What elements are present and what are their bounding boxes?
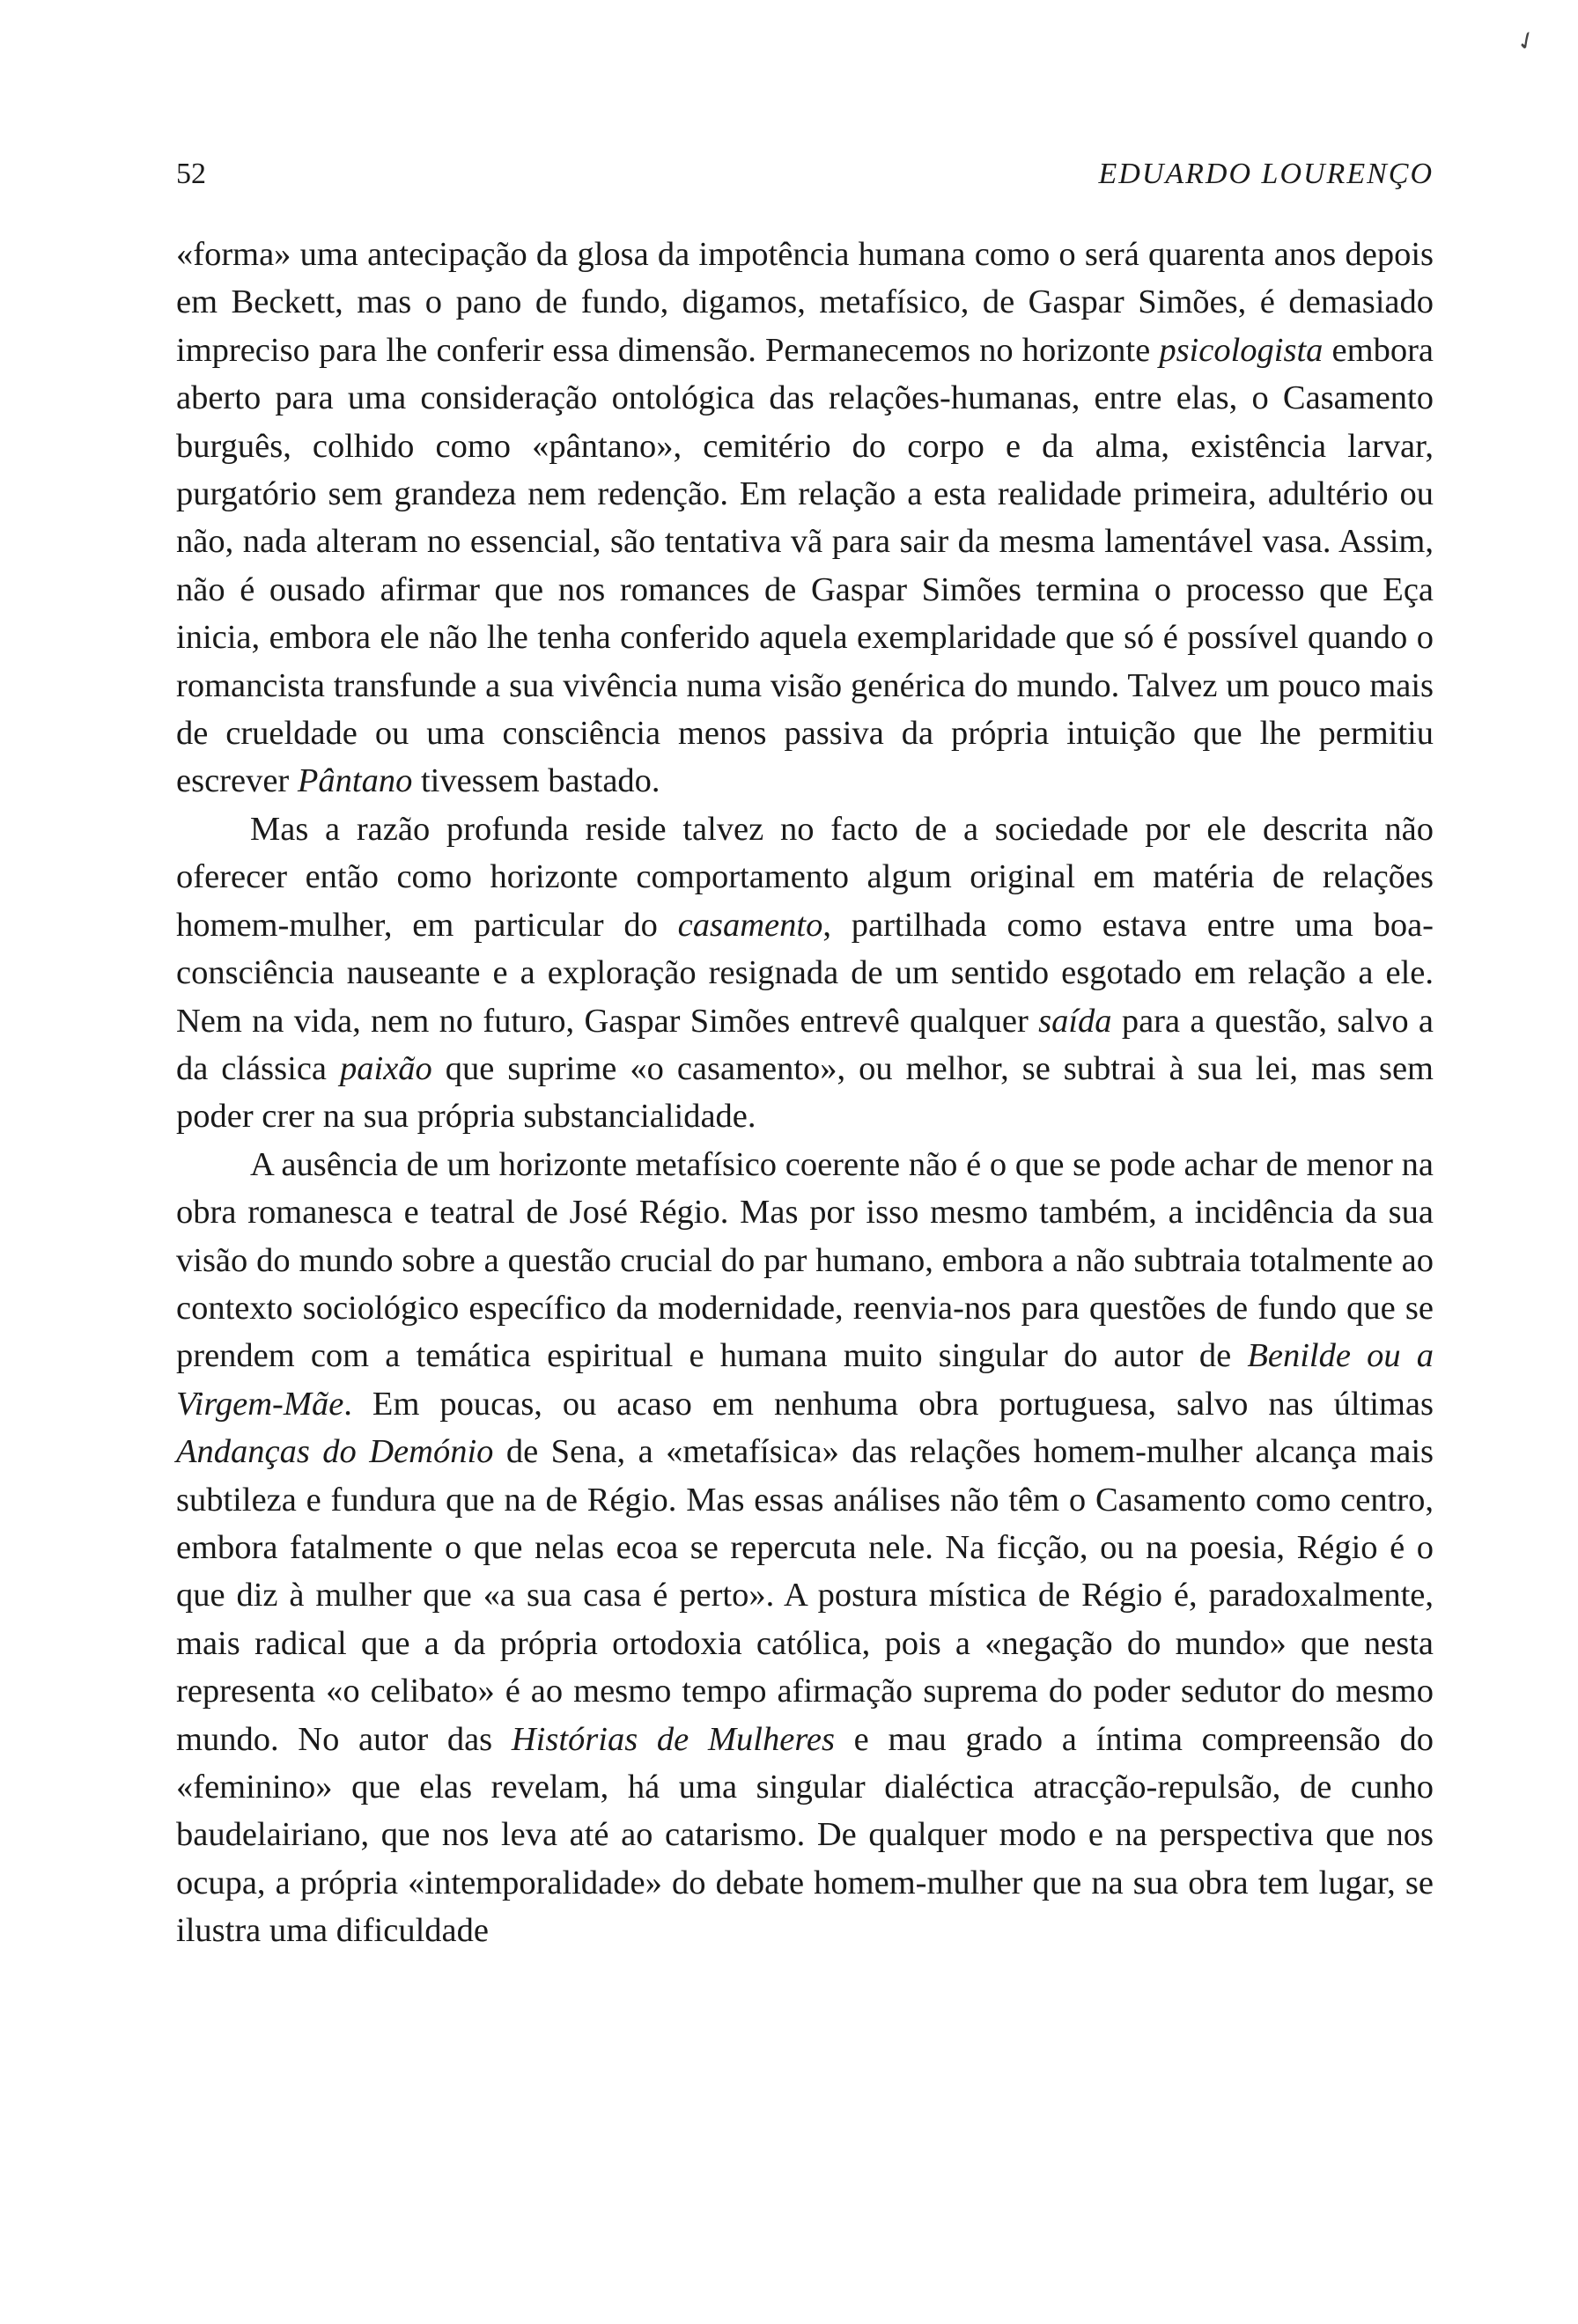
page-header xyxy=(176,155,1434,194)
work-title: Andanças do Demónio xyxy=(176,1433,494,1471)
text-run: A ausência de um horizonte metafísico coerente não é o que se pode achar de menor na obra romanesca e teatral de José Régio. Mas por isso mesmo também, a incidência da sua visão do mundo sobre a questão crucial do par humano, embora a não subtraia totalmente ao contexto sociológico específico da modernidade, reenvia-nos para questões de fundo que se prendem com a temática espiritual e humana muito singular do autor de xyxy=(176,1145,1434,1375)
text-run: Mas a razão profunda reside talvez no facto de a sociedade por ele descrita não oferecer então como horizonte comportamento algum original em matéria de relações homem-mulher, em particular do xyxy=(176,810,1434,944)
running-head: EDUARDO LOURENÇO xyxy=(1098,158,1434,190)
text-run: tivessem bastado. xyxy=(412,762,660,800)
text-run: embora aberto para uma consideração ontológica das relações-humanas, entre elas, o Casamento burguês, colhido como «pântano», cemitério do corpo e da alma, existência larvar, purgatório sem grandeza nem redenção. Em relação a esta realidade primeira, adultério ou não, nada alteram no essencial, são tentativa vã para sair da mesma lamentável vasa. Assim, não é ousado afirmar que nos romances de Gaspar Simões termina o processo que Eça inicia, embora ele não lhe tenha conferido aquela exemplaridade que só é possível quando o romancista transfunde a sua vivência numa visão genérica do mundo. Talvez um pouco mais de crueldade ou uma consciência menos passiva da própria intuição que lhe permitiu escrever xyxy=(176,331,1434,800)
italic-term: paixão xyxy=(340,1049,432,1087)
text-run: «forma» uma antecipação da glosa da impotência humana como o será quarenta anos depois em Beckett, mas o pano de fundo, digamos, metafísico, de Gaspar Simões, é demasiado impreciso para lhe conferir essa dimensão. Permanecemos no horizonte xyxy=(176,236,1434,369)
italic-term: psicologista xyxy=(1159,331,1324,369)
text-run: de Sena, a «metafísica» das relações homem-mulher alcança mais subtileza e fundura que na de Régio. Mas essas análises não têm o Casamento como centro, embora fatalmente o que nelas ecoa se repercuta nele. Na ficção, ou na poesia, Régio é o que diz à mulher que «a sua casa é perto». A postura mística de Régio é, paradoxalmente, mais radical que a da própria ortodoxia católica, pois a «negação do mundo» que nesta representa «o celibato» é ao mesmo tempo afirmação suprema do poder sedutor do mesmo mundo. No autor das xyxy=(176,1433,1434,1758)
paragraph-3 xyxy=(176,1141,1434,1955)
text-run: que suprime «o casamento», ou melhor, se subtrai à sua lei, mas sem poder crer na sua própria substancialidade. xyxy=(176,1049,1434,1136)
work-title: Benilde ou a Virgem-Mãe xyxy=(176,1337,1434,1423)
paragraph-2 xyxy=(176,805,1434,1141)
paragraph-1 xyxy=(176,231,1434,805)
text-run: . Em poucas, ou acaso em nenhuma obra portuguesa, salvo nas últimas xyxy=(343,1385,1434,1423)
work-title: Histórias de Mulheres xyxy=(511,1720,835,1758)
page-number: 52 xyxy=(176,158,206,190)
corner-mark: ✓ xyxy=(1511,25,1543,59)
italic-term: saída xyxy=(1038,1002,1112,1040)
body-text xyxy=(176,231,1434,1955)
text-run: e mau grado a íntima compreensão do «feminino» que elas revelam, há uma singular dialéctica atracção-repulsão, de cunho baudelairiano, que nos leva até ao catarismo. De qualquer modo e na perspectiva que nos ocupa, a própria «intemporalidade» do debate homem-mulher que na sua obra tem lugar, se ilustra uma dificuldade xyxy=(176,1720,1434,1950)
text-run: para a questão, salvo a da clássica xyxy=(176,1002,1434,1087)
work-title: Pântano xyxy=(297,762,413,800)
text-run: , partilhada como estava entre uma boa-consciência nauseante e a exploração resignada de um sentido esgotado em relação a ele. Nem na vida, nem no futuro, Gaspar Simões entrevê qualquer xyxy=(176,906,1434,1040)
italic-term: casamento xyxy=(677,906,823,944)
